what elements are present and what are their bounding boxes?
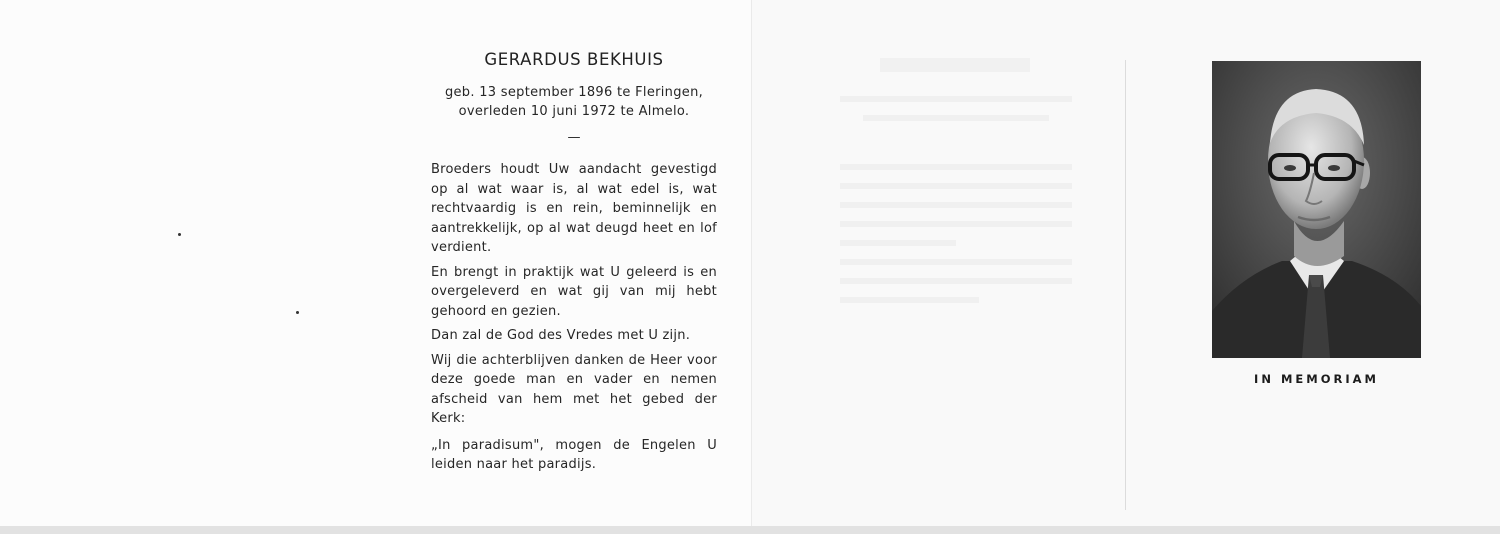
paragraph-1: Broeders houdt Uw aandacht gevestigd op al wat waar is, al wat edel is, wat rechtvaardig is en rein, beminnelijk en aantrekkelijk, op al wat deugd heet en lof verdient. <box>431 162 717 255</box>
paper-speck <box>296 311 299 314</box>
paper-speck <box>178 233 181 236</box>
birth-line: geb. 13 september 1896 te Fleringen, <box>444 85 704 100</box>
in-memoriam-caption: IN MEMORIAM <box>1254 372 1379 386</box>
divider: — <box>567 130 581 145</box>
paragraph-4: Wij die achterblijven danken de Heer voor deze goede man en vader en nemen afscheid van hem met het gebed der Kerk: <box>431 352 717 426</box>
deceased-name: GERARDUS BEKHUIS <box>484 50 664 69</box>
paragraph-2: En brengt in praktijk wat U geleerd is en overgeleverd en wat gij van mij hebt gehoord en gezien. <box>431 264 717 319</box>
text-column <box>431 50 717 480</box>
paragraph-5: „In paradisum", mogen de Engelen U leiden naar het paradijs. <box>431 437 717 472</box>
card-bottom-edge <box>0 526 1500 534</box>
portrait-photo-icon <box>1212 61 1421 358</box>
paragraph-3: Dan zal de God des Vredes met U zijn. <box>431 328 691 343</box>
inner-fold-line <box>1125 60 1126 510</box>
death-line: overleden 10 juni 1972 te Almelo. <box>458 104 690 119</box>
portrait-photo <box>1212 61 1421 358</box>
bleed-through-text <box>840 58 1072 310</box>
left-panel <box>0 0 752 526</box>
